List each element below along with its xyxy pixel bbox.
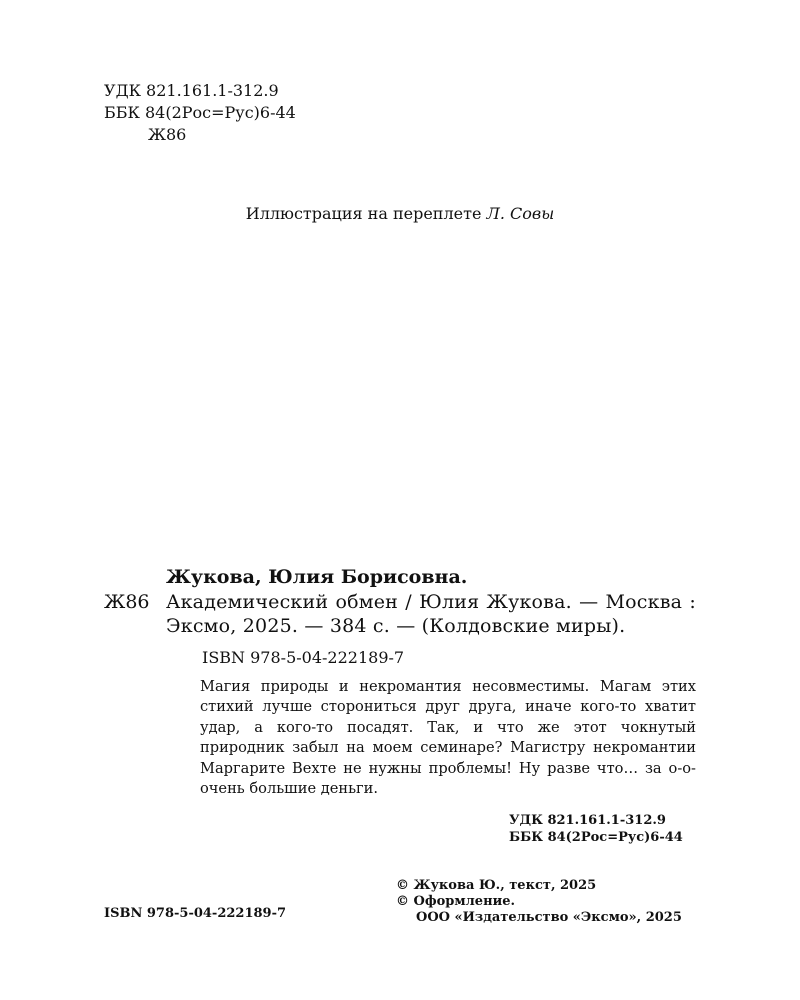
illustration-label: Иллюстрация на переплете — [245, 204, 482, 223]
record-author: Жукова, Юлия Борисовна. — [166, 566, 468, 588]
bottom-classification — [509, 812, 683, 846]
copyright-author: © Жукова Ю., текст, 2025 — [396, 878, 597, 893]
copyright-design: © Оформление. — [396, 894, 516, 909]
annotation: Магия природы и некромантия несовместимы. Магам этих стихий лучше сторониться друг друга, иначе кого-то хватит удар, а кого-то посадят. Так, и что же этот чокнутый природник забыл на моем семинаре? Магистру некромантии Маргарите Вехте не нужны проблемы! Ну разве что… за о-о-очень большие деньги. — [200, 678, 696, 798]
title-description: Академический обмен / Юлия Жукова. — Москва : Эксмо, 2025. — 384 с. — (Колдовские миры). — [166, 591, 696, 637]
udk-code: УДК 821.161.1-312.9 — [104, 81, 279, 100]
copyright-publisher: ООО «Издательство «Эксмо», 2025 — [416, 910, 682, 925]
author-sign: Ж86 — [148, 125, 187, 144]
record-isbn: ISBN 978-5-04-222189-7 — [202, 648, 405, 667]
bottom-udk: УДК 821.161.1-312.9 — [509, 813, 666, 828]
bottom-bbk: ББК 84(2Рос=Рус)6-44 — [509, 830, 683, 845]
record-body — [104, 590, 696, 638]
classification-block — [104, 80, 296, 146]
call-number: Ж86 — [104, 591, 150, 613]
illustration-credit — [0, 204, 800, 223]
illustrator-name: Л. Совы — [486, 204, 555, 223]
bbk-code: ББК 84(2Рос=Рус)6-44 — [104, 103, 296, 122]
catalog-record — [104, 564, 696, 799]
bottom-isbn: ISBN 978-5-04-222189-7 — [104, 906, 287, 921]
copyright-block — [396, 878, 682, 926]
